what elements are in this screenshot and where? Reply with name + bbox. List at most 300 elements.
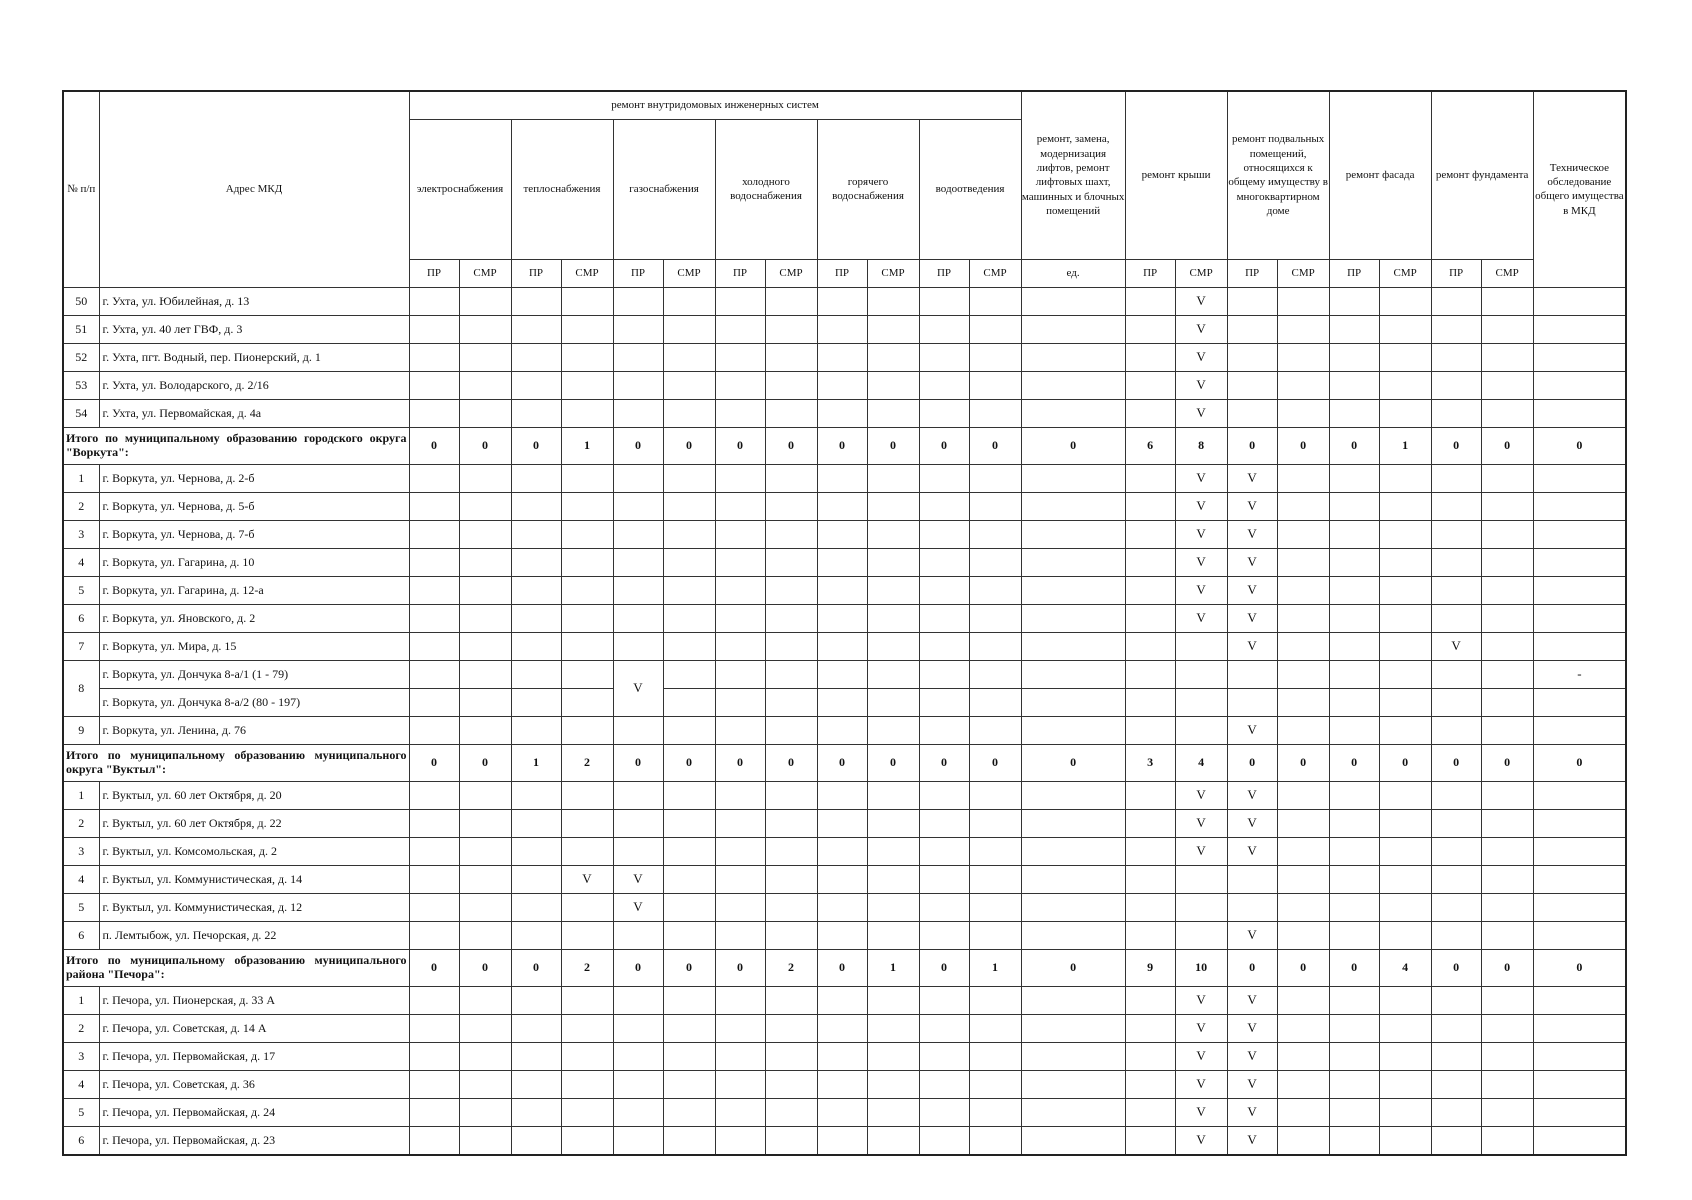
row-mark: V [1227,1042,1277,1070]
total-value: 10 [1175,949,1227,986]
row-number: 2 [63,1014,99,1042]
row-cell [1379,343,1431,371]
row-cell [511,576,561,604]
total-value: 2 [561,949,613,986]
row-mark: V [1175,520,1227,548]
row-cell [1431,688,1481,716]
row-cell [663,986,715,1014]
row-cell [765,315,817,343]
row-cell [511,1042,561,1070]
row-address: г. Воркута, ул. Чернова, д. 2-б [99,464,409,492]
total-value: 1 [867,949,919,986]
row-cell [1329,660,1379,688]
total-value: 0 [409,744,459,781]
row-mark: V [1175,986,1227,1014]
row-cell [817,688,867,716]
row-cell [1379,632,1431,660]
row-cell [1021,809,1125,837]
row-cell [1277,632,1329,660]
row-cell [919,781,969,809]
row-cell [1379,921,1431,949]
table-row [63,343,1626,371]
row-cell [1125,865,1175,893]
row-cell [817,315,867,343]
row-cell [1431,1070,1481,1098]
row-cell [867,660,919,688]
row-cell [561,1014,613,1042]
header-address: Адрес МКД [99,91,409,287]
table-row [63,660,1626,688]
total-value: 0 [1481,949,1533,986]
row-cell [459,1070,511,1098]
row-cell [715,1042,765,1070]
row-cell [613,1070,663,1098]
row-note: - [1533,660,1626,688]
row-cell [1175,865,1227,893]
row-cell [1481,464,1533,492]
row-cell [817,781,867,809]
row-cell [1379,688,1431,716]
row-mark: V [1227,809,1277,837]
row-cell [1227,287,1277,315]
row-cell [1481,604,1533,632]
total-value: 0 [1277,427,1329,464]
row-cell [1021,399,1125,427]
row-cell [969,865,1021,893]
total-value: 0 [1021,744,1125,781]
row-cell [409,632,459,660]
row-cell [1329,576,1379,604]
row-cell [919,492,969,520]
row-cell [511,343,561,371]
row-mark: V [1227,1070,1277,1098]
row-cell [613,576,663,604]
row-cell [409,1014,459,1042]
row-cell [867,548,919,576]
table-row [63,1070,1626,1098]
row-cell [663,865,715,893]
total-value: 2 [561,744,613,781]
row-cell [867,1042,919,1070]
row-cell [1125,343,1175,371]
row-cell [919,371,969,399]
row-cell [765,837,817,865]
row-cell [817,1126,867,1155]
row-cell [561,837,613,865]
row-cell [1533,809,1626,837]
row-cell [409,1070,459,1098]
total-label: Итого по муниципальному образованию муниципального округа "Вуктыл": [63,744,409,781]
row-cell [1277,548,1329,576]
row-cell [1533,548,1626,576]
row-mark: V [1175,1098,1227,1126]
row-cell [459,399,511,427]
row-cell [1431,1014,1481,1042]
total-value: 0 [715,744,765,781]
row-cell [409,548,459,576]
row-cell [1125,1098,1175,1126]
row-cell [1481,1070,1533,1098]
row-cell [561,893,613,921]
row-cell [663,688,715,716]
row-cell [765,1070,817,1098]
header-gas: газоснабжения [613,119,715,259]
row-mark: V [613,893,663,921]
total-value: 4 [1175,744,1227,781]
row-cell [817,399,867,427]
row-cell [409,893,459,921]
row-cell [765,660,817,688]
row-mark: V [1227,576,1277,604]
row-cell [1431,464,1481,492]
row-cell [1277,399,1329,427]
header-electricity: электроснабжения [409,119,511,259]
row-cell [817,809,867,837]
row-cell [817,548,867,576]
row-cell [1481,921,1533,949]
row-address: г. Печора, ул. Пионерская, д. 33 А [99,986,409,1014]
row-cell [663,1042,715,1070]
row-cell [613,1098,663,1126]
row-cell [561,1070,613,1098]
row-cell [1277,716,1329,744]
row-cell [919,315,969,343]
row-cell [459,893,511,921]
row-cell [1227,371,1277,399]
row-cell [511,865,561,893]
row-cell [1021,1070,1125,1098]
row-cell [867,1070,919,1098]
row-cell [1379,576,1431,604]
row-cell [1021,1014,1125,1042]
total-value: 0 [817,949,867,986]
total-value: 0 [1329,949,1379,986]
row-cell [511,1098,561,1126]
row-cell [867,921,919,949]
row-cell [817,660,867,688]
row-cell [1277,1014,1329,1042]
row-address: г. Ухта, ул. 40 лет ГВФ, д. 3 [99,315,409,343]
total-value: 0 [459,744,511,781]
table-row [63,632,1626,660]
row-cell [715,520,765,548]
total-value: 1 [1379,427,1431,464]
row-cell [919,520,969,548]
row-cell [715,576,765,604]
total-value: 0 [511,949,561,986]
row-mark: V [1175,1126,1227,1155]
row-cell [1227,315,1277,343]
subheader-pr: ПР [715,259,765,287]
row-cell [919,660,969,688]
row-cell [1379,1014,1431,1042]
row-cell [1431,921,1481,949]
row-cell [459,1014,511,1042]
row-mark: V [1227,492,1277,520]
row-cell [613,837,663,865]
subheader-pr: ПР [1431,259,1481,287]
total-value: 0 [1431,949,1481,986]
row-cell [817,287,867,315]
row-cell [817,1014,867,1042]
row-cell [867,632,919,660]
row-address: г. Воркута, ул. Яновского, д. 2 [99,604,409,632]
total-value: 0 [919,427,969,464]
row-cell [1379,548,1431,576]
row-cell [511,893,561,921]
row-cell [1277,287,1329,315]
row-address: г. Воркута, ул. Чернова, д. 5-б [99,492,409,520]
row-cell [1329,492,1379,520]
row-cell [1277,492,1329,520]
row-mark: V [1175,576,1227,604]
row-cell [969,921,1021,949]
row-address: г. Печора, ул. Советская, д. 36 [99,1070,409,1098]
row-cell [613,1042,663,1070]
total-row [63,427,1626,464]
total-value: 1 [969,949,1021,986]
row-cell [867,371,919,399]
row-cell [867,716,919,744]
row-cell [1277,520,1329,548]
row-cell [561,1098,613,1126]
row-cell [409,716,459,744]
row-cell [511,520,561,548]
row-address: г. Печора, ул. Первомайская, д. 17 [99,1042,409,1070]
row-cell [663,660,715,688]
row-cell [919,343,969,371]
row-cell [1175,660,1227,688]
row-cell [613,343,663,371]
row-cell [817,1098,867,1126]
row-cell [1329,921,1379,949]
row-cell [1533,837,1626,865]
row-cell [867,865,919,893]
row-cell [1329,781,1379,809]
row-cell [1021,315,1125,343]
row-cell [1021,520,1125,548]
total-value: 0 [1431,744,1481,781]
table-row [63,399,1626,427]
table-row [63,287,1626,315]
row-cell [1277,1098,1329,1126]
table-row [63,1042,1626,1070]
row-cell [715,492,765,520]
row-address: г. Ухта, ул. Юбилейная, д. 13 [99,287,409,315]
row-mark: V [1431,632,1481,660]
row-cell [817,632,867,660]
row-cell [867,1098,919,1126]
table-row [63,520,1626,548]
row-cell [613,548,663,576]
total-value: 0 [1227,427,1277,464]
row-cell [613,287,663,315]
row-cell [715,660,765,688]
row-cell [1379,781,1431,809]
row-cell [1021,604,1125,632]
row-cell [817,921,867,949]
total-value: 0 [613,427,663,464]
row-cell [765,781,817,809]
row-mark: V [1227,1126,1277,1155]
table-row [63,371,1626,399]
row-cell [409,921,459,949]
total-value: 0 [715,427,765,464]
total-value: 1 [511,744,561,781]
row-cell [969,343,1021,371]
row-cell [867,520,919,548]
row-cell [817,520,867,548]
row-cell [1329,688,1379,716]
row-cell [1431,548,1481,576]
row-cell [1277,1070,1329,1098]
row-cell [969,1042,1021,1070]
row-cell [969,837,1021,865]
row-cell [1277,688,1329,716]
total-row [63,949,1626,986]
row-address: г. Воркута, ул. Чернова, д. 7-б [99,520,409,548]
row-cell [459,986,511,1014]
row-cell [969,632,1021,660]
total-value: 0 [1227,744,1277,781]
row-cell [867,1126,919,1155]
row-cell [1533,1098,1626,1126]
row-cell [919,893,969,921]
row-cell [1329,604,1379,632]
row-cell [1533,604,1626,632]
header-drainage: водоотведения [919,119,1021,259]
row-cell [1329,837,1379,865]
row-cell [715,809,765,837]
row-number: 50 [63,287,99,315]
row-address: г. Печора, ул. Первомайская, д. 24 [99,1098,409,1126]
row-cell [511,399,561,427]
row-cell [409,1126,459,1155]
row-cell [1481,716,1533,744]
row-cell [765,520,817,548]
row-cell [1125,921,1175,949]
total-value: 0 [1533,744,1626,781]
row-cell [969,893,1021,921]
row-cell [1329,1098,1379,1126]
row-cell [663,781,715,809]
row-cell [969,688,1021,716]
row-cell [867,837,919,865]
subheader-pr: ПР [511,259,561,287]
table-row [63,464,1626,492]
row-cell [511,464,561,492]
row-cell [1021,986,1125,1014]
row-cell [765,809,817,837]
row-cell [715,1070,765,1098]
row-cell [867,809,919,837]
row-cell [1379,986,1431,1014]
table-row [63,865,1626,893]
row-mark: V [1227,632,1277,660]
row-number: 1 [63,464,99,492]
row-address: г. Воркута, ул. Гагарина, д. 12-а [99,576,409,604]
row-cell [1125,1126,1175,1155]
row-cell [765,576,817,604]
header-facade: ремонт фасада [1329,91,1431,259]
table-row [63,688,1626,716]
row-cell [511,781,561,809]
row-cell [561,464,613,492]
row-cell [1481,492,1533,520]
row-cell [459,576,511,604]
row-cell [919,399,969,427]
row-cell [969,1126,1021,1155]
row-cell [1125,464,1175,492]
row-cell [1227,660,1277,688]
row-cell [1431,343,1481,371]
row-cell [511,492,561,520]
row-address: г. Воркута, ул. Ленина, д. 76 [99,716,409,744]
row-cell [409,865,459,893]
row-cell [1021,371,1125,399]
row-cell [867,576,919,604]
row-cell [1481,520,1533,548]
row-cell [1431,520,1481,548]
row-cell [409,399,459,427]
row-cell [817,1070,867,1098]
total-row [63,744,1626,781]
subheader-smr: СМР [765,259,817,287]
row-cell [765,1098,817,1126]
row-number: 8 [63,660,99,716]
row-cell [969,1098,1021,1126]
row-cell [1021,576,1125,604]
row-cell [511,809,561,837]
total-value: 0 [765,744,817,781]
row-cell [867,893,919,921]
row-cell [1379,464,1431,492]
row-cell [1533,632,1626,660]
row-cell [1533,520,1626,548]
row-cell [765,688,817,716]
row-cell [663,492,715,520]
row-cell [1329,520,1379,548]
row-cell [1175,688,1227,716]
row-cell [765,921,817,949]
row-cell [1431,492,1481,520]
total-value: 0 [1329,744,1379,781]
subheader-smr: СМР [459,259,511,287]
table-row [63,809,1626,837]
row-cell [459,1042,511,1070]
row-cell [1277,371,1329,399]
row-cell [663,371,715,399]
row-cell [613,604,663,632]
row-mark: V [1227,464,1277,492]
row-number: 9 [63,716,99,744]
row-address: г. Ухта, ул. Володарского, д. 2/16 [99,371,409,399]
row-cell [919,287,969,315]
row-cell [511,716,561,744]
row-cell [969,315,1021,343]
row-cell [1481,837,1533,865]
row-cell [1125,893,1175,921]
subheader-pr: ПР [409,259,459,287]
row-mark: V [1175,1042,1227,1070]
row-number: 4 [63,548,99,576]
row-mark: V [613,865,663,893]
subheader-pr: ПР [1329,259,1379,287]
row-address: г. Воркута, ул. Дончука 8-а/1 (1 - 79) [99,660,409,688]
row-mark: V [1175,604,1227,632]
row-cell [1125,1070,1175,1098]
row-cell [1227,893,1277,921]
